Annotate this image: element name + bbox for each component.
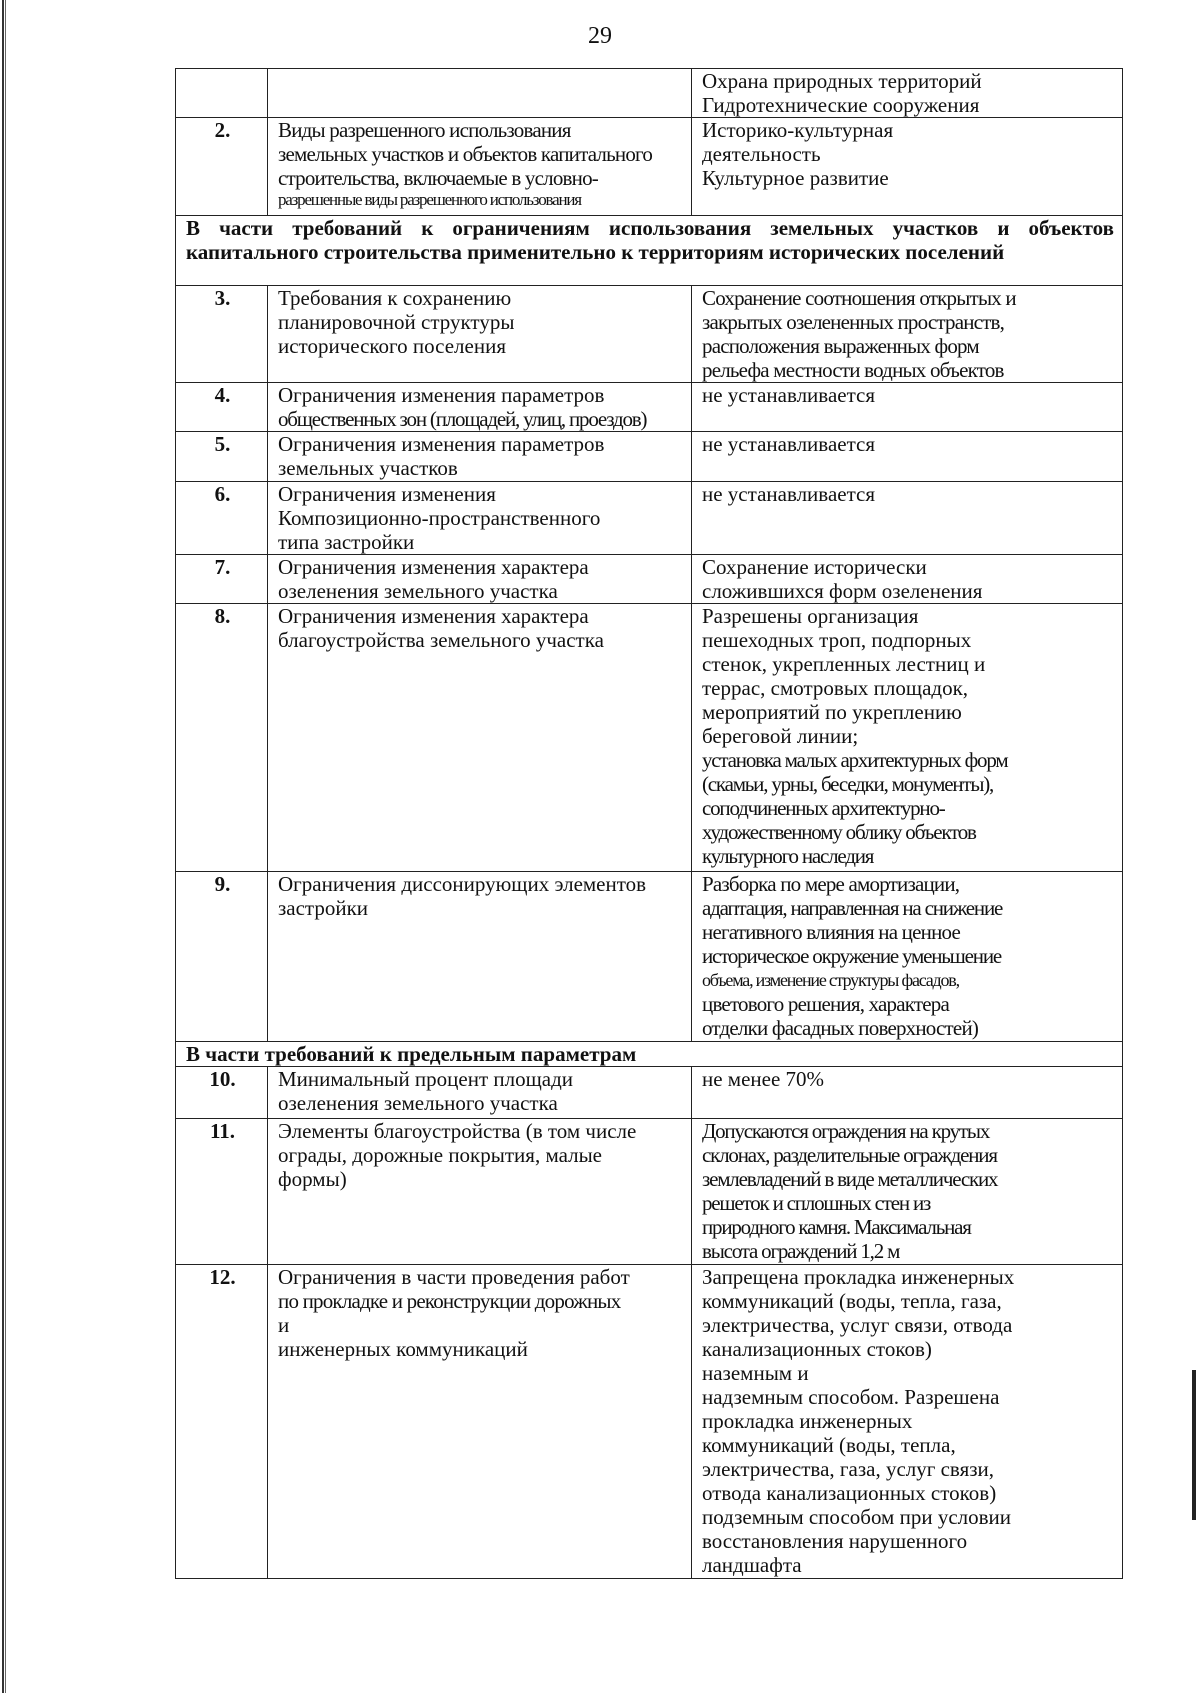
row-number: 12. — [176, 1265, 268, 1579]
row-name: Виды разрешенного использования земельных участков и объектов капитального строительства, включаемые в условно- разрешенные виды разрешенного использования — [268, 118, 692, 216]
row-name: Ограничения изменения параметров земельных участков — [268, 432, 692, 482]
scan-left-edge — [2, 0, 6, 1693]
row-value: Допускаются ограждения на крутых склонах, разделительные ограждения землевладений в виде металлических решеток и сплошных стен из природного камня. Максимальная высота ограждений 1,2 м — [692, 1119, 1123, 1265]
regulations-table — [175, 68, 1123, 1579]
table-row — [176, 1265, 1123, 1579]
row-name: Минимальный процент площади озеленения земельного участка — [268, 1067, 692, 1119]
section-header-row — [176, 216, 1123, 286]
row-number: 8. — [176, 604, 268, 872]
row-value: Разборка по мере амортизации, адаптация, направленная на снижение негативного влияния на ценное историческое окружение уменьшение объема, изменение структуры фасадов, цветового решения, характера отделки фасадных поверхностей) — [692, 872, 1123, 1042]
row-name: Требования к сохранению планировочной структуры исторического поселения — [268, 286, 692, 383]
row-number: 2. — [176, 118, 268, 216]
row-number: 11. — [176, 1119, 268, 1265]
row-value: Сохранение исторически сложившихся форм озеленения — [692, 555, 1123, 604]
table-row — [176, 1067, 1123, 1119]
table-row — [176, 286, 1123, 383]
row-name — [268, 69, 692, 118]
row-number: 4. — [176, 383, 268, 432]
table-row — [176, 383, 1123, 432]
row-value: Историко-культурная деятельность Культурное развитие — [692, 118, 1123, 216]
scan-right-mark — [1192, 1370, 1196, 1520]
table-row — [176, 555, 1123, 604]
table-row — [176, 118, 1123, 216]
row-number: 10. — [176, 1067, 268, 1119]
row-value: не устанавливается — [692, 432, 1123, 482]
table-row — [176, 482, 1123, 555]
row-number: 9. — [176, 872, 268, 1042]
row-value: не устанавливается — [692, 383, 1123, 432]
row-value: Охрана природных территорий Гидротехнические сооружения — [692, 69, 1123, 118]
row-value: не менее 70% — [692, 1067, 1123, 1119]
row-name: Ограничения изменения параметров общественных зон (площадей, улиц, проездов) — [268, 383, 692, 432]
row-number: 5. — [176, 432, 268, 482]
row-value: Разрешены организация пешеходных троп, подпорных стенок, укрепленных лестниц и террас, смотровых площадок, мероприятий по укреплению береговой линии; установка малых архитектурных форм (скамьи, урны, беседки, монументы), соподчиненных архитектурно- художественному облику объектов культурного наследия — [692, 604, 1123, 872]
row-name: Ограничения изменения Композиционно-пространственного типа застройки — [268, 482, 692, 555]
table-row — [176, 872, 1123, 1042]
row-number — [176, 69, 268, 118]
table-row — [176, 432, 1123, 482]
row-value: Запрещена прокладка инженерных коммуникаций (воды, тепла, газа, электричества, услуг связи, отвода канализационных стоков) наземным и надземным способом. Разрешена прокладка инженерных коммуникаций (воды, тепла, электричества, газа, услуг связи, отвода канализационных стоков) подземным способом при условии восстановления нарушенного ландшафта — [692, 1265, 1123, 1579]
row-number: 3. — [176, 286, 268, 383]
row-name: Ограничения диссонирующих элементов застройки — [268, 872, 692, 1042]
row-name: Элементы благоустройства (в том числе ограды, дорожные покрытия, малые формы) — [268, 1119, 692, 1265]
row-value: Сохранение соотношения открытых и закрытых озелененных пространств, расположения выраженных форм рельефа местности водных объектов — [692, 286, 1123, 383]
row-number: 7. — [176, 555, 268, 604]
page-number: 29 — [588, 23, 612, 49]
table-row — [176, 1119, 1123, 1265]
section-restrictions-title: В части требований к ограничениям использования земельных участков и объектов капитального строительства применительно к территориям исторических поселений — [176, 216, 1123, 286]
table-row — [176, 69, 1123, 118]
row-name: Ограничения изменения характера благоустройства земельного участка — [268, 604, 692, 872]
row-name: Ограничения в части проведения работ по прокладке и реконструкции дорожных и инженерных коммуникаций — [268, 1265, 692, 1579]
table-row — [176, 604, 1123, 872]
section-header-row — [176, 1042, 1123, 1067]
row-value: не устанавливается — [692, 482, 1123, 555]
row-number: 6. — [176, 482, 268, 555]
section-limits-title: В части требований к предельным параметрам — [176, 1042, 1123, 1067]
row-name: Ограничения изменения характера озеленения земельного участка — [268, 555, 692, 604]
